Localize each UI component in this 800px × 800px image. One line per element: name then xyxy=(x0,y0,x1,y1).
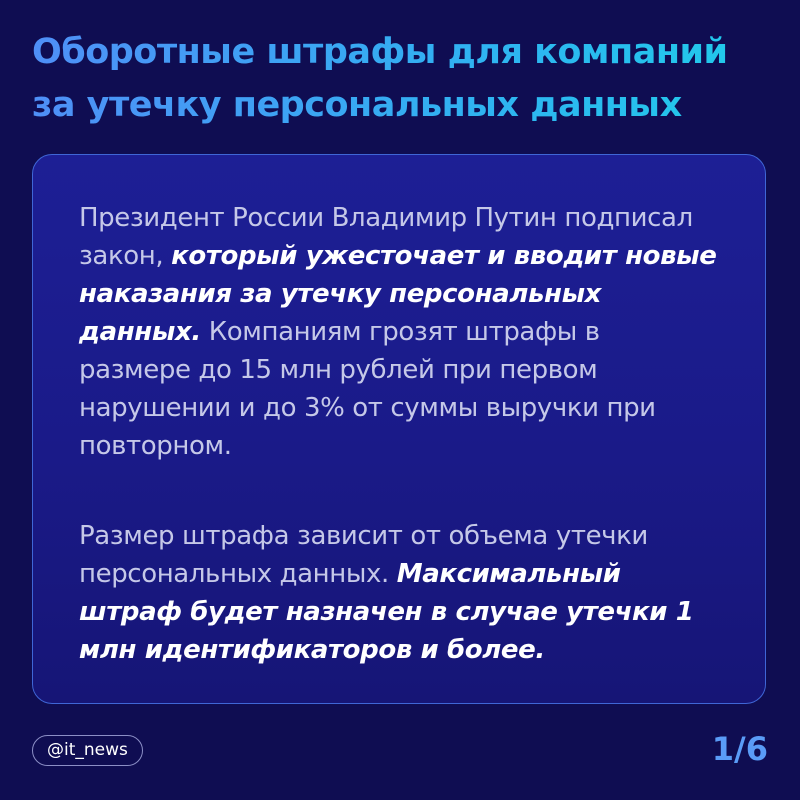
paragraph-1-text-a: Президент России Владимир Путин подписал закон, xyxy=(79,203,693,271)
paragraph-2-highlight: Максимальный штраф будет назначен в случае утечки 1 млн идентификаторов и более. xyxy=(79,559,694,665)
channel-handle-badge[interactable]: @it_news xyxy=(32,735,143,766)
paragraph-1 xyxy=(79,199,719,465)
paragraph-1-text-b: Компаниям грозят штрафы в размере до 15 млн рублей при первом нарушении и до 3% от суммы выручки при повторном. xyxy=(79,317,656,461)
paragraph-2-text: Размер штрафа зависит от объема утечки персональных данных. xyxy=(79,521,648,589)
paragraph-1-highlight: который ужесточает и вводит новые наказания за утечку персональных данных. xyxy=(79,241,717,347)
page-title: Оборотные штрафы для компаний за утечку персональных данных xyxy=(32,26,782,132)
content-card xyxy=(32,154,766,704)
page-indicator: 1/6 xyxy=(711,730,768,768)
paragraph-2 xyxy=(79,517,719,669)
